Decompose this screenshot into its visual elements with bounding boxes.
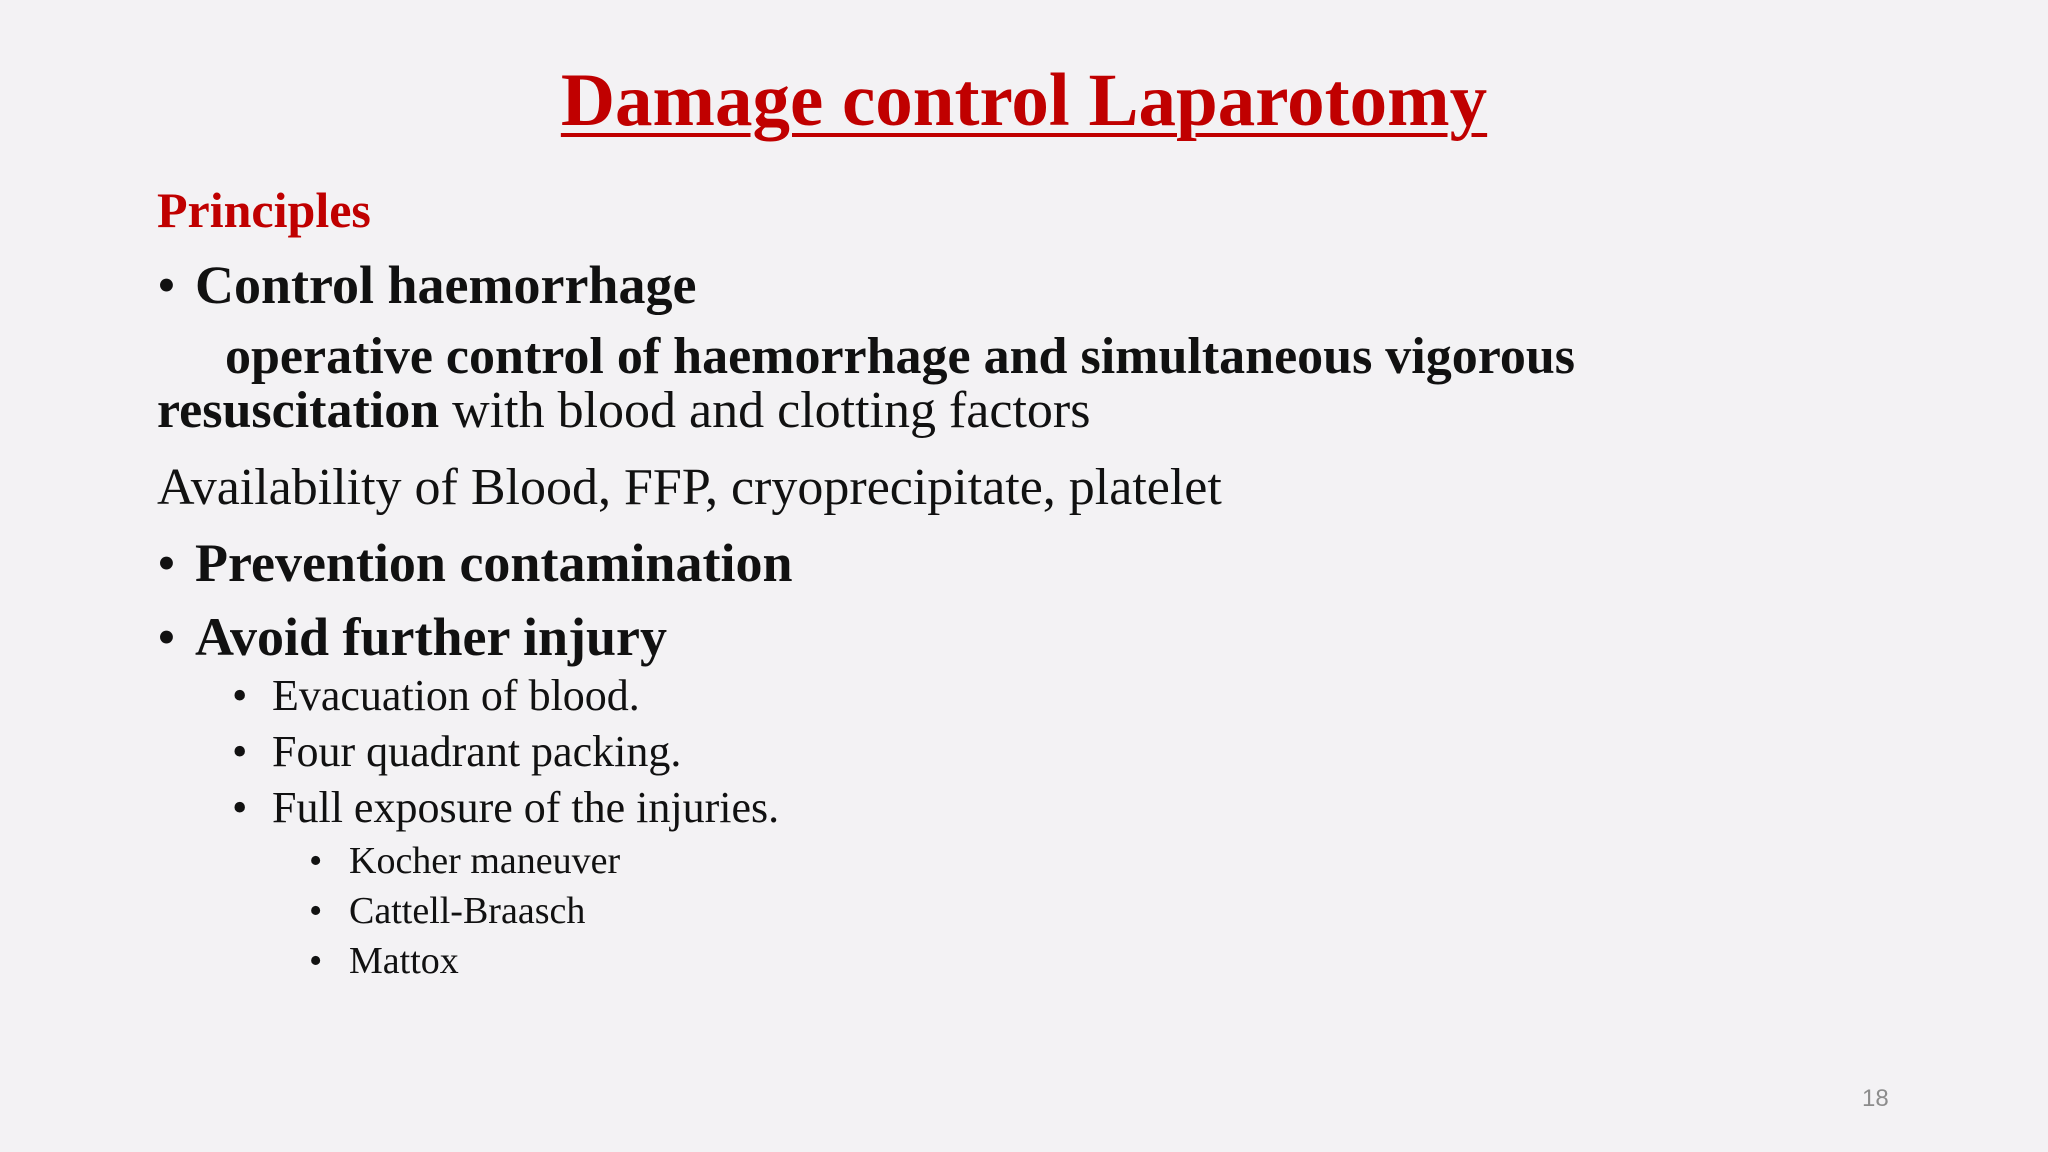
injury-sub-list bbox=[232, 668, 779, 836]
list-item-label: Evacuation of blood. bbox=[272, 671, 640, 720]
bullet-dot: • bbox=[232, 727, 248, 776]
list-item-label: Cattell-Braasch bbox=[349, 890, 586, 932]
paragraph-bold-text: operative control of haemorrhage and simultaneous vigorous resuscitation bbox=[157, 328, 1576, 439]
availability-text: Availability of Blood, FFP, cryoprecipitate, platelet bbox=[157, 459, 1222, 516]
list-item-label: Four quadrant packing. bbox=[272, 727, 682, 776]
list-item bbox=[309, 936, 620, 986]
list-item-label: Mattox bbox=[349, 940, 459, 982]
bullet-dot: • bbox=[232, 671, 248, 720]
slide-title: Damage control Laparotomy bbox=[560, 59, 1488, 142]
list-item-label: Full exposure of the injuries. bbox=[272, 783, 780, 832]
bullet-label: Control haemorrhage bbox=[195, 255, 697, 315]
list-item-label: Kocher maneuver bbox=[349, 840, 621, 882]
haemorrhage-control-paragraph bbox=[157, 330, 1717, 438]
bullet-prevention-contamination bbox=[157, 532, 792, 594]
list-item bbox=[232, 668, 779, 724]
bullet-label: Prevention contamination bbox=[195, 533, 793, 593]
page-number: 18 bbox=[1862, 1085, 1889, 1112]
paragraph-regular-text: with blood and clotting factors bbox=[439, 382, 1091, 439]
bullet-label: Avoid further injury bbox=[195, 607, 667, 667]
bullet-dot: • bbox=[157, 607, 176, 667]
bullet-dot: • bbox=[309, 890, 323, 932]
list-item bbox=[309, 886, 620, 936]
bullet-dot: • bbox=[157, 255, 176, 315]
bullet-control-haemorrhage bbox=[157, 254, 696, 316]
section-heading: Principles bbox=[157, 182, 371, 238]
bullet-dot: • bbox=[232, 783, 248, 832]
list-item bbox=[232, 724, 779, 780]
list-item bbox=[309, 836, 620, 886]
bullet-avoid-further-injury bbox=[157, 606, 667, 668]
bullet-dot: • bbox=[309, 840, 323, 882]
list-item bbox=[232, 780, 779, 836]
exposure-maneuver-list bbox=[309, 836, 620, 986]
bullet-dot: • bbox=[157, 533, 176, 593]
bullet-dot: • bbox=[309, 940, 323, 982]
